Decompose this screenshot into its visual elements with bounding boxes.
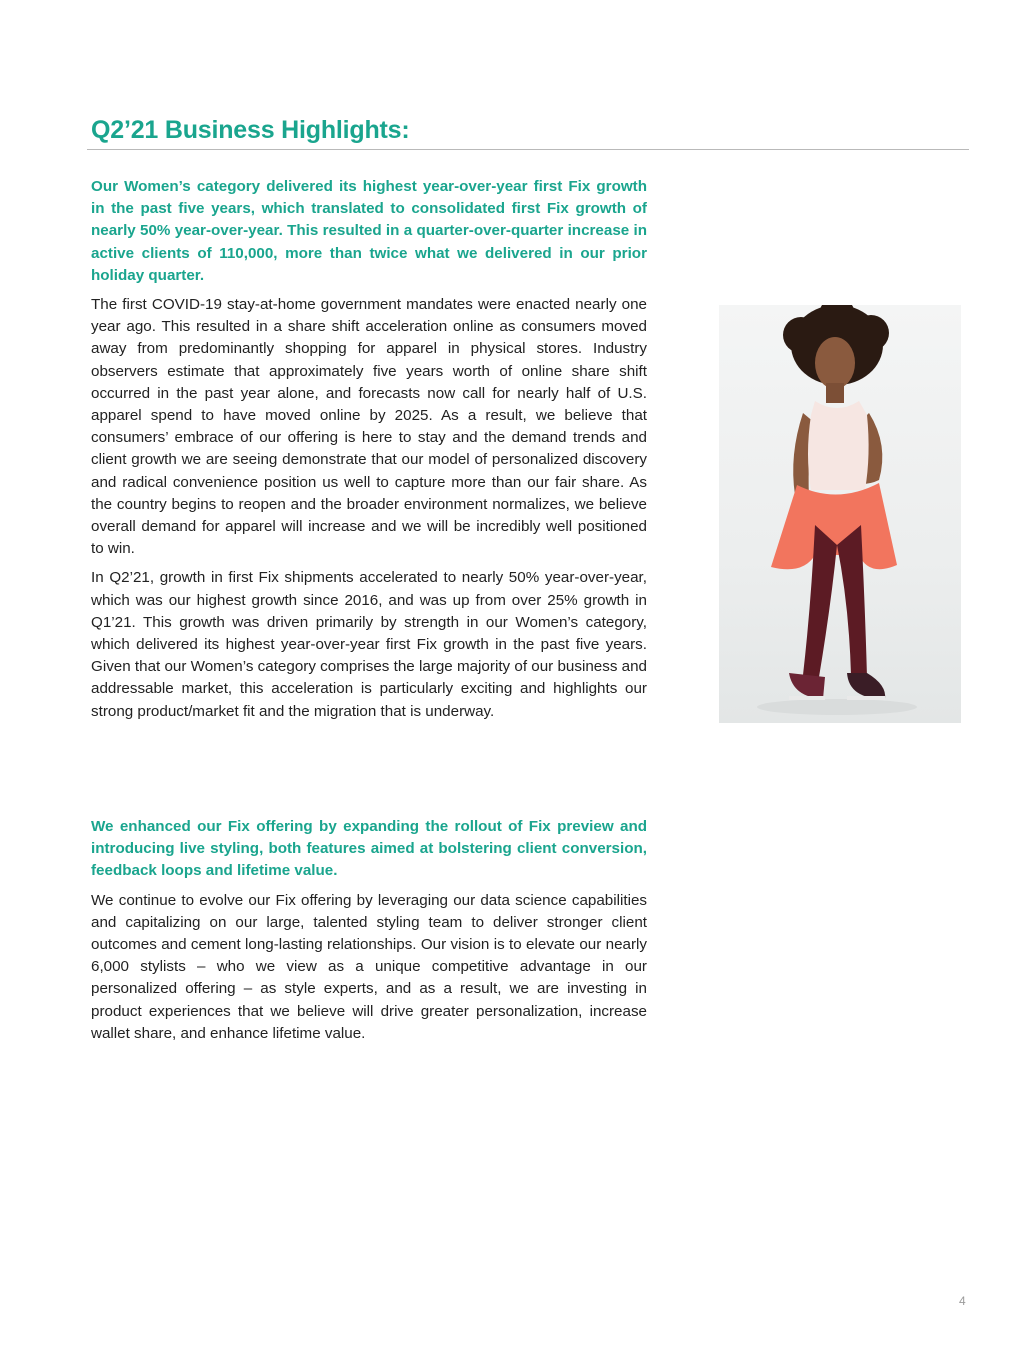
title-divider [87,149,969,150]
body-paragraph: We continue to evolve our Fix offering by leveraging our data science capabilities and capitalizing on our large, talented styling team to deliver stronger client outcomes and cement long-lasting relationships. Our vision is to elevate our nearly 6,000 stylists – who we view as a unique competitive advantage in our personalized offering – as style experts, and as a result, we are investing in product experiences that we believe will drive greater personalization, increase wallet share, and enhance lifetime value. [91,891,647,1042]
model-photo [719,305,961,723]
tank-top [808,401,869,490]
body-paragraph: In Q2’21, growth in first Fix shipments accelerated to nearly 50% year-over-year, which was our highest growth since 2016, and was up from over 25% growth in Q1’21. This growth was driven primarily by strength in our Women’s category, which delivered its highest year-over-year first Fix growth in the past five years. Given that our Women’s category comprises the large majority of our business and addressable market, this acceleration is particularly exciting and highlights our strong product/market fit and the migration that is underway. [91,569,647,720]
section-lead: We enhanced our Fix offering by expanding the rollout of Fix preview and introducing live styling, both features aimed at bolstering client conversion, feedback loops and lifetime value. [91,818,647,880]
page-number: 4 [959,1294,966,1308]
page-title: Q2’21 Business Highlights: [91,116,410,144]
left-shoe [789,673,825,699]
body-paragraph: The first COVID-19 stay-at-home government mandates were enacted nearly one year ago. This resulted in a share shift acceleration online as consumers moved away from predominantly shopping for apparel in physical stores. Industry observers estimate that approximately five years worth of online share shift occurred in the past year alone, and forecasts now call for nearly half of U.S. apparel spend to have moved online by 2025. As a result, we believe that consumers’ embrace of our offering is here to stay and the demand trends and client growth we are seeing demonstrate that our model of personalized discovery and radical convenience position us well to capture more than our fair share. As the country begins to reopen and the broader environment normalizes, we believe overall demand for apparel will increase and we will be incredibly well positioned to win. [91,296,647,558]
section-first-fix-growth [91,176,647,723]
floor-shadow [757,699,917,715]
face [815,337,855,389]
section-fix-offering [91,816,647,1045]
right-shoe [847,673,885,699]
section-lead: Our Women’s category delivered its highest year-over-year first Fix growth in the past five years, which translated to consolidated first Fix growth of nearly 50% year-over-year. This resulted in a quarter-over-quarter increase in active clients of 110,000, more than twice what we delivered in our prior holiday quarter. [91,178,647,284]
model-illustration [719,305,961,723]
